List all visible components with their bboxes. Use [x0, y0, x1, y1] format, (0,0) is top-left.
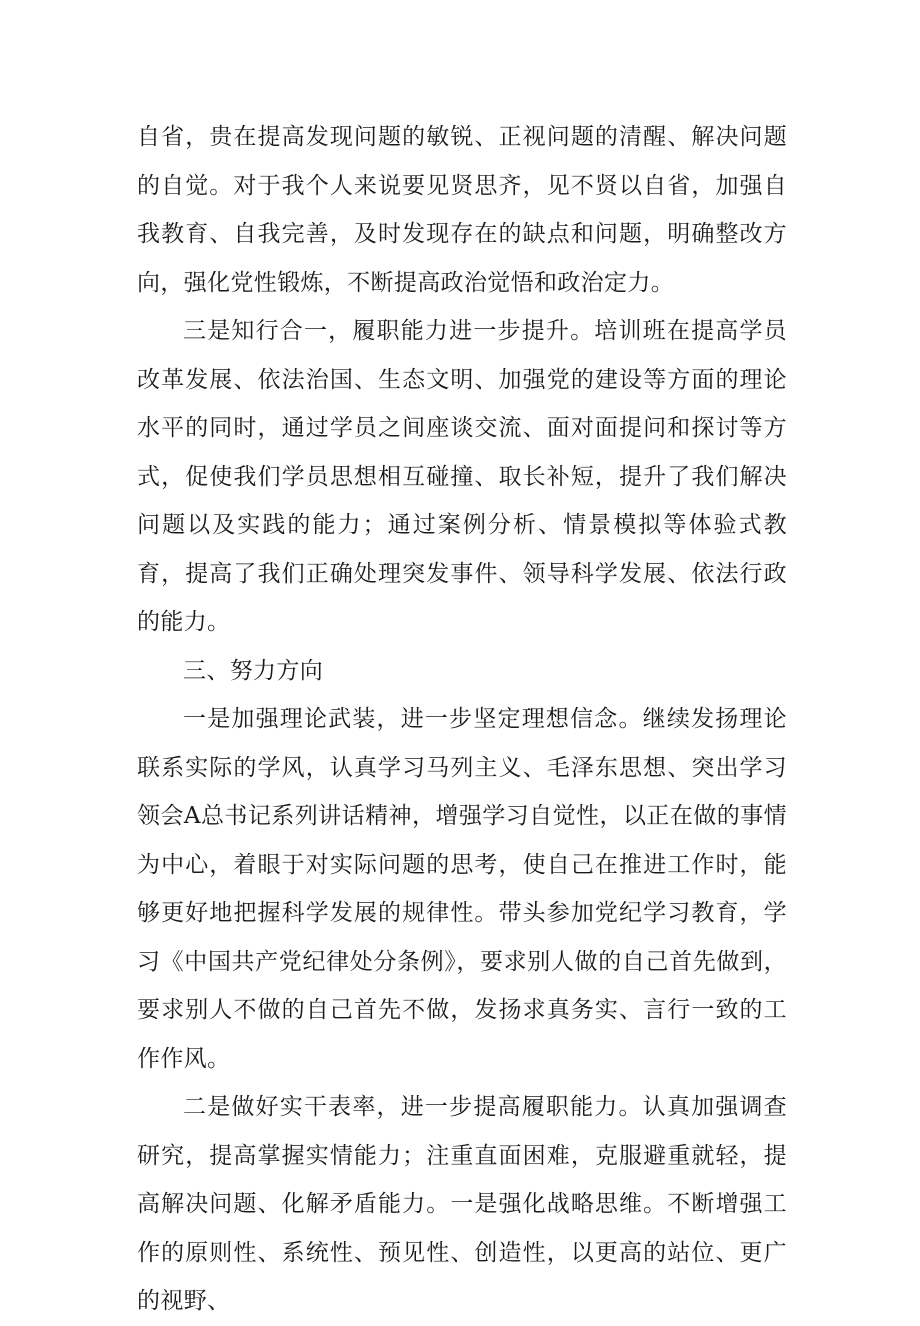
section-heading-direction: 三、努力方向: [183, 657, 324, 684]
paragraph-practical-example: 二是做好实干表率，进一步提高履职能力。认真加强调查研究，提高掌握实情能力；注重直面困难，克服避重就轻，提高解决问题、化解矛盾能力。一是强化战略思维。不断增强工作的原则性、系统性、预见性、创造性，以更高的站位、更广的视野、: [137, 1094, 787, 1314]
paragraph-theory-armament: 一是加强理论武装，进一步坚定理想信念。继续发扬理论联系实际的学风，认真学习马列主义、毛泽东思想、突出学习领会A总书记系列讲话精神，增强学习自觉性，以正在做的事情为中心，着眼于对实际问题的思考，使自己在推进工作时，能够更好地把握科学发展的规律性。带头参加党纪学习教育，学习《中国共产党纪律处分条例》，要求别人做的自己首先做到，要求别人不做的自己首先不做，发扬求真务实、言行一致的工作作风。: [137, 706, 787, 1072]
paragraph-continuation: 自省，贵在提高发现问题的敏锐、正视问题的清醒、解决问题的自觉。对于我个人来说要见贤思齐，见不贤以自省，加强自我教育、自我完善，及时发现存在的缺点和问题，明确整改方向，强化党性锻炼，不断提高政治觉悟和政治定力。: [137, 124, 787, 296]
paragraph-knowing-and-doing: 三是知行合一，履职能力进一步提升。培训班在提高学员改革发展、依法治国、生态文明、加强党的建设等方面的理论水平的同时，通过学员之间座谈交流、面对面提问和探讨等方式，促使我们学员思想相互碰撞、取长补短，提升了我们解决问题以及实践的能力；通过案例分析、情景模拟等体验式教育，提高了我们正确处理突发事件、领导科学发展、依法行政的能力。: [137, 318, 787, 635]
document-body: [137, 113, 787, 1326]
